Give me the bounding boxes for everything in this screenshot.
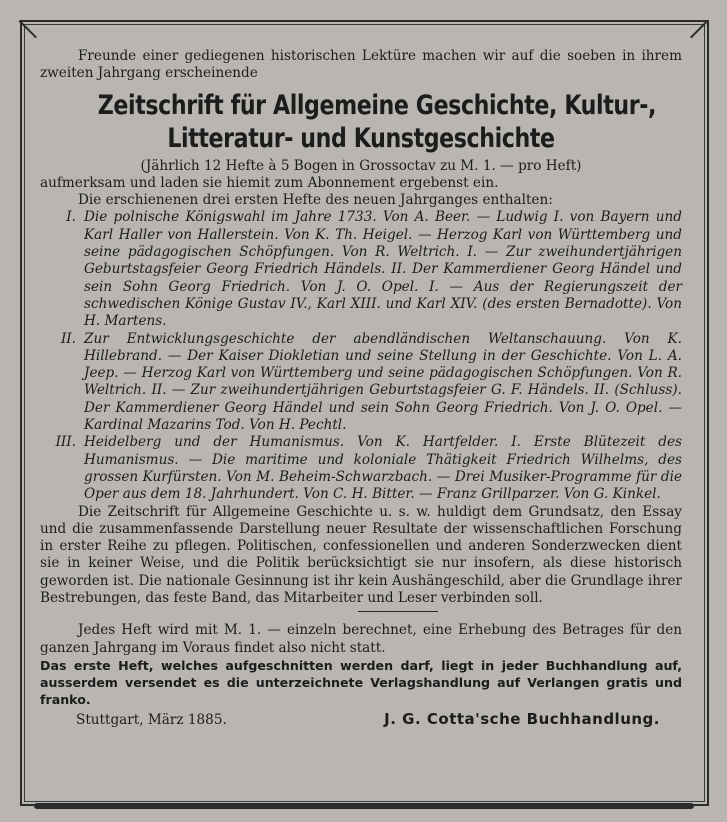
notice-paragraph: Das erste Heft, welches aufgeschnitten werden darf, liegt in jeder Buchhandlung auf, ausserdem versendet es die unterzeichnete Verlagshandlung auf Verlangen gratis und franko. <box>40 657 682 708</box>
issue-item <box>40 331 682 435</box>
issue-item <box>40 209 682 330</box>
issue-contents: Heidelberg und der Humanismus. Von K. Hartfelder. I. Erste Blütezeit des Humanismus. — Die maritime und koloniale Thätigkeit Friedrich Wilhelms, des grossen Kurfürsten. Von M. Beheim-Schwarzbach. — Drei Musiker-Programme für die Oper aus dem 18. Jahrhundert. Von C. H. Bitter. — Franz Grillparzer. Von G. Kinkel. <box>84 434 682 503</box>
subtitle: (Jährlich 12 Hefte à 5 Bogen in Grossoctav zu M. 1. — pro Heft) <box>140 157 582 174</box>
principle-paragraph: Die Zeitschrift für Allgemeine Geschichte u. s. w. huldigt dem Grundsatz, den Essay und die zusammenfassende Darstellung neuer Resultate der wissenschaftlichen Forschung in erster Reihe zu pflegen. Politischen, confessionellen und anderen Sonderzwecken dient sie in keiner Weise, und die Politik berücksichtigt sie nur insofern, als diese historisch geworden ist. Die nationale Gesinnung ist ihr kein Aushängeschild, aber die Grundlage ihrer Bestrebungen, das feste Band, das Mitarbeiter und Leser verbinden soll. <box>40 503 682 607</box>
place-date: Stuttgart, März 1885. <box>76 711 227 728</box>
issue-number: II. <box>60 330 76 347</box>
issue-list <box>40 209 682 503</box>
attention-text: aufmerksam und laden sie hiemit zum Abonnement ergebenst ein. <box>40 174 499 191</box>
bottom-rule <box>34 803 694 809</box>
publisher-name: J. G. Cotta'sche Buchhandlung. <box>384 709 660 728</box>
intro-text: Freunde einer gediegenen historischen Lektüre machen wir auf die soeben in ihrem zweiten Jahrgang erscheinende <box>40 48 682 82</box>
title-line-1: Zeitschrift für Allgemeine Geschichte, Kultur-, <box>97 89 657 121</box>
signature-line <box>40 711 682 729</box>
pricing-paragraph: Jedes Heft wird mit M. 1. — einzeln berechnet, eine Erhebung des Betrages für den ganzen Jahrgang im Voraus findet also nicht statt. <box>40 622 682 656</box>
advertisement <box>40 48 682 729</box>
issue-number: I. <box>66 209 76 226</box>
issue-contents: Die polnische Königswahl im Jahre 1733. Von A. Beer. — Ludwig I. von Bayern und Karl Haller von Hallerstein. Von K. Th. Heigel. — Herzog Karl von Württemberg und seine pädagogischen Schöpfungen. Von R. Weltrich. I. — Zur zweihundertjährigen Geburtstagsfeier Georg Friedrich Händels. II. Der Kammerdiener Georg Händel und sein Sohn Georg Friedrich. Von J. O. Opel. I. — Aus der Regierungszeit der schwedischen Könige Gustav IV., Karl XIII. und Karl XIV. (des ersten Bernadotte). Von H. Martens. <box>84 209 682 330</box>
title-line-2: Litteratur- und Kunstgeschichte <box>167 122 555 154</box>
issue-contents: Zur Entwicklungsgeschichte der abendländischen Weltanschauung. Von K. Hillebrand. — Der Kaiser Diokletian und seine Stellung in der Geschichte. Von L. A. Jeep. — Herzog Karl von Württemberg und seine pädagogischen Schöpfungen. Von R. Weltrich. II. — Zur zweihundertjährigen Geburtstagsfeier G. F. Händels. II. (Schluss). Der Kammerdiener Georg Händel und sein Sohn Georg Friedrich. Von J. O. Opel. — Kardinal Mazarins Tod. Von H. Pechtl. <box>84 330 682 434</box>
divider <box>358 611 438 612</box>
issue-number: III. <box>55 434 76 451</box>
issue-item <box>40 434 682 503</box>
contents-intro: Die erschienenen drei ersten Hefte des neuen Jahrganges enthalten: <box>78 192 553 209</box>
journal-title <box>97 89 657 155</box>
